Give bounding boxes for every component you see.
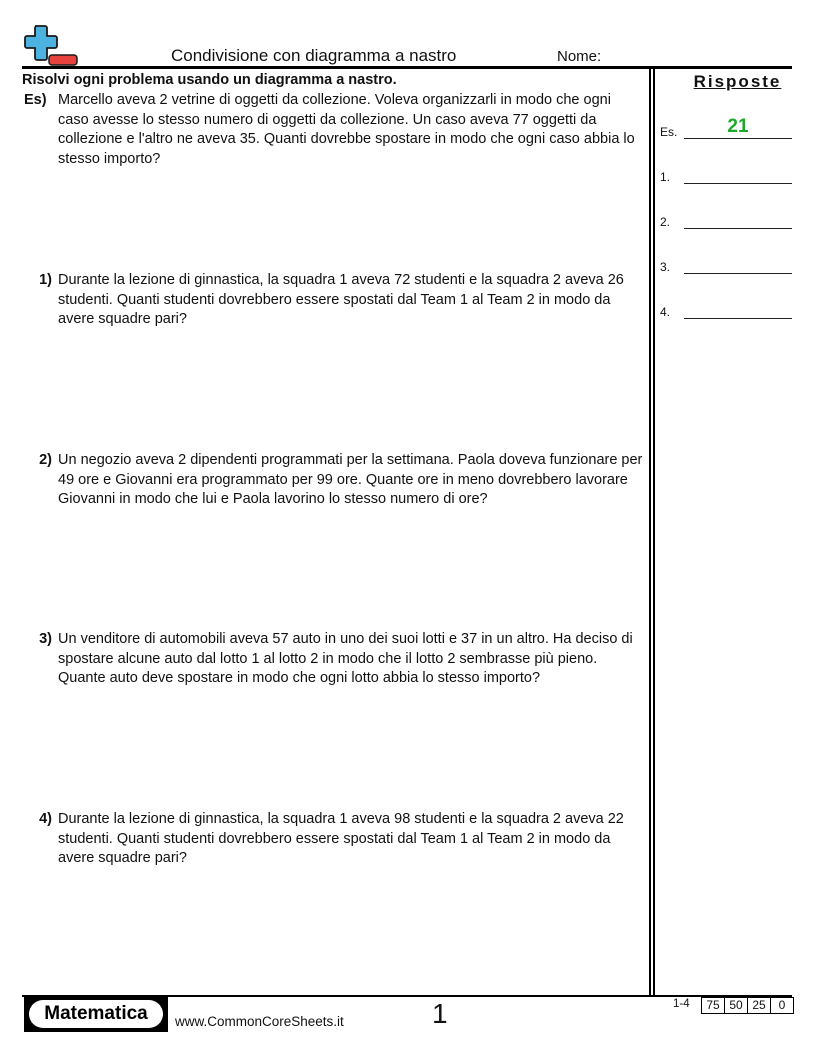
- worksheet-title: Condivisione con diagramma a nastro: [171, 46, 457, 65]
- instructions: Risolvi ogni problema usando un diagramma a nastro.: [22, 72, 397, 88]
- plus-minus-logo-icon: [22, 24, 80, 68]
- header-divider: [22, 66, 792, 69]
- problem-text: Durante la lezione di ginnastica, la squadra 1 aveva 98 studenti e la squadra 2 aveva 22 studenti. Quanti studenti dovrebbero essere spostati dal Team 1 al Team 2 in modo da avere squadre pari?: [58, 811, 624, 866]
- problem-label: 2): [39, 452, 52, 468]
- page-number: 1: [432, 998, 448, 1029]
- answer-label: 1.: [660, 170, 671, 184]
- score-table: [701, 997, 794, 1014]
- problem-4: [22, 810, 644, 869]
- column-divider: [649, 66, 651, 996]
- answer-line[interactable]: [684, 318, 792, 319]
- answer-line[interactable]: [684, 228, 792, 229]
- score-cell: 75: [702, 997, 725, 1014]
- answer-line[interactable]: [684, 273, 792, 274]
- problem-text: Un negozio aveva 2 dipendenti programmati per la settimana. Paola doveva funzionare per 49 ore e Giovanni era programmato per 99 ore. Quante ore in meno dovrebbero lavorare Giovanni in modo che lui e Paola lavorino lo stesso numero di ore?: [58, 452, 643, 507]
- answer-line: [684, 138, 792, 139]
- column-divider: [653, 66, 655, 996]
- answer-value: 21: [727, 116, 749, 137]
- site-url: www.CommonCoreSheets.it: [175, 1014, 344, 1029]
- answer-label: 2.: [660, 215, 671, 229]
- problem-1: [22, 271, 644, 330]
- answer-row-3[interactable]: [660, 254, 792, 274]
- score-cell: 50: [725, 997, 748, 1014]
- answer-label: 3.: [660, 260, 671, 274]
- problem-label: Es): [24, 92, 47, 108]
- score-range: 1-4: [673, 998, 690, 1010]
- score-cell: 0: [771, 997, 794, 1014]
- problem-text: Un venditore di automobili aveva 57 auto in uno dei suoi lotti e 37 in un altro. Ha deciso di spostare alcune auto dal lotto 1 al lotto 2 in modo che il lotto 2 sembrasse più pieno. Quante auto deve spostare in modo che ogni lotto abbia lo stesso importo?: [58, 631, 633, 686]
- answer-label: 4.: [660, 305, 671, 319]
- answer-line[interactable]: [684, 183, 792, 184]
- score-cell: 25: [748, 997, 771, 1014]
- example-problem: [22, 91, 644, 169]
- answer-row-1[interactable]: [660, 164, 792, 184]
- answer-row-4[interactable]: [660, 299, 792, 319]
- name-field-label: Nome:: [557, 48, 602, 65]
- answer-row-example: [660, 116, 792, 139]
- problem-3: [22, 630, 644, 689]
- problem-label: 1): [39, 272, 52, 288]
- answers-title: Risposte: [693, 72, 782, 91]
- brand-label: Matematica: [29, 1000, 163, 1028]
- problem-label: 4): [39, 811, 52, 827]
- problem-label: 3): [39, 631, 52, 647]
- problem-text: Durante la lezione di ginnastica, la squadra 1 aveva 72 studenti e la squadra 2 aveva 26 studenti. Quanti studenti dovrebbero essere spostati dal Team 1 al Team 2 in modo da avere squadre pari?: [58, 272, 624, 327]
- problem-text: Marcello aveva 2 vetrine di oggetti da collezione. Voleva organizzarli in modo che ogni caso avesse lo stesso numero di oggetti da collezione. Un caso aveva 77 oggetti da collezione e l'altro ne aveva 35. Quanti dovrebbe spostare in modo che ogni caso abbia lo stesso importo?: [58, 92, 635, 167]
- answer-row-2[interactable]: [660, 209, 792, 229]
- answer-label: Es.: [660, 125, 678, 139]
- problem-2: [22, 451, 644, 510]
